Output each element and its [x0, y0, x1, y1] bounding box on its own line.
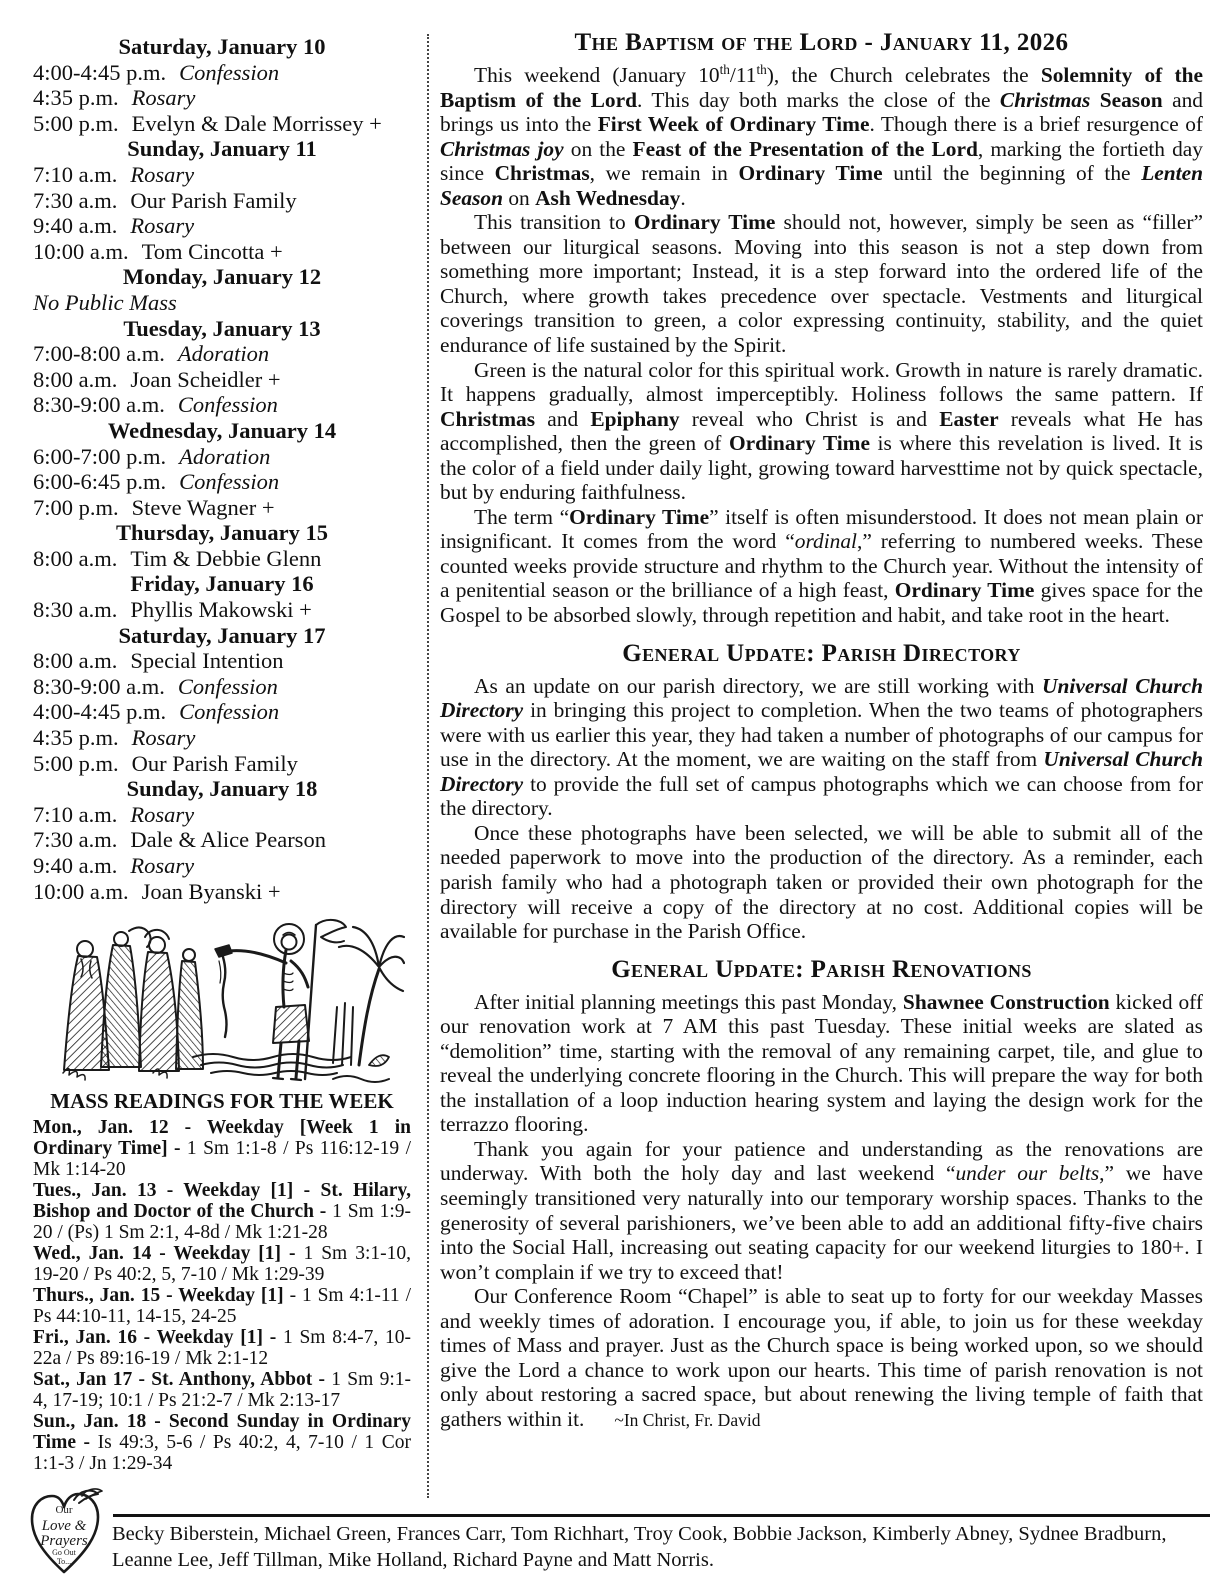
text-run: and: [535, 406, 591, 431]
schedule-entry: [33, 597, 411, 623]
reading-citations: 1 Sm 1:1-8 / Ps 116:12-19 / Mk 1:14-20: [33, 1138, 411, 1181]
schedule-entry: [33, 341, 411, 367]
schedule-description: Adoration: [179, 443, 271, 469]
schedule-description: Our Parish Family: [131, 750, 298, 776]
text-run: Ash Wednesday: [535, 185, 681, 210]
schedule-description: Adoration: [177, 341, 270, 367]
schedule-time: 10:00 a.m.: [33, 878, 129, 904]
text-run: The term “: [474, 504, 570, 529]
schedule-time: 7:00 p.m.: [33, 494, 119, 520]
text-run: is where this revelation is lived. It is the color of a field under daily light, growing toward harvesttime not by quick spectacle, but by enduring faithfulness.: [440, 431, 1203, 505]
text-run: Thank you again for your patience and understanding as the renovations are underway. With both the holy day and last weekend “: [440, 1136, 1203, 1186]
reading-citations: 1 Sm 3:1-10, 19-20 / Ps 40:2, 5, 7-10 / Mk 1:29-39: [33, 1243, 411, 1286]
schedule-description: Tom Cincotta +: [141, 238, 283, 264]
text-run: Feast of the Presentation of the Lord: [632, 136, 978, 161]
text-run: gives space for the Gospel to be absorbed slowly, through repetition and habit, and take root in the heart.: [440, 578, 1203, 628]
schedule-time: 6:00-7:00 p.m.: [33, 443, 167, 469]
left-column: [33, 34, 411, 1474]
schedule-description: Confession: [177, 673, 278, 699]
schedule-entry: [33, 827, 411, 853]
schedule-entry: [33, 60, 411, 86]
reading-citations: 1 Sm 1:9-20 / (Ps) 1 Sm 2:1, 4-8d / Mk 1:21-28: [33, 1201, 411, 1244]
text-run: Season: [1090, 87, 1163, 112]
logo-line-prayers: Prayers: [40, 1533, 88, 1549]
text-run: until the beginning of the: [882, 161, 1142, 186]
text-run: Ordinary Time: [633, 210, 776, 235]
schedule-entry: [33, 367, 411, 393]
schedule-entry: [33, 469, 411, 495]
schedule-time: 4:00-4:45 p.m.: [33, 699, 167, 725]
text-run: Ordinary Time: [738, 161, 883, 186]
text-run: , we remain in: [589, 161, 739, 186]
text-run: , marking the fortieth day since: [440, 136, 1203, 186]
schedule-time: 8:30-9:00 a.m.: [33, 392, 165, 418]
text-run: . This day both marks the close of the: [637, 87, 1000, 112]
schedule-description: Confession: [179, 469, 280, 495]
schedule-entry: [33, 802, 411, 828]
text-run: ” itself is often misunderstood. It does not mean plain or insignificant. It comes from the word “: [440, 504, 1203, 554]
schedule-description: Rosary: [130, 161, 195, 187]
schedule-entry: [33, 188, 411, 214]
baptism-of-the-lord-illustration: [33, 915, 405, 1085]
logo-line-our: Our: [55, 1504, 73, 1516]
schedule-day-heading: Tuesday, January 13: [123, 315, 321, 341]
schedule-time: 4:00-4:45 p.m.: [33, 59, 167, 85]
text-run: th: [719, 61, 730, 77]
logo-line-love: Love &: [41, 1518, 87, 1534]
reading-day-label: Fri., Jan. 16 - Weekday [1] -: [33, 1327, 283, 1349]
article-paragraph: [440, 210, 1203, 357]
schedule-entry: [33, 853, 411, 879]
schedule-time: 4:35 p.m.: [33, 85, 119, 111]
reading-citations: 1 Sm 9:1-4, 17-19; 10:1 / Ps 21:2-7 / Mk 2:13-17: [33, 1369, 411, 1412]
schedule-description: Confession: [179, 59, 280, 85]
reading-day-label: Mon., Jan. 12 - Weekday [Week 1 in Ordinary Time] -: [33, 1117, 411, 1160]
text-run: Our Conference Room “Chapel” is able to seat up to forty for our weekday Masses and weekly times of adoration. I encourage you, if able, to join us for these weekday times of Mass and prayer. Just as the Church space is being worked upon, so we should give the Lord a chance to work upon our hearts. This time of parish renovation is not only about restoring a sacred space, but about renewing the living temple of faith that gathers within it.: [440, 1284, 1203, 1431]
footer-divider: [113, 1514, 1210, 1517]
mass-readings-list: [33, 1117, 411, 1474]
text-run: Christmas: [999, 87, 1091, 112]
schedule-day-heading: Wednesday, January 14: [107, 417, 337, 443]
schedule-description: Joan Scheidler +: [130, 366, 281, 392]
schedule-entry: [33, 879, 411, 905]
schedule-description: Rosary: [131, 85, 196, 111]
article-paragraph: [440, 505, 1203, 628]
article-parish-renovations: [440, 955, 1203, 1433]
schedule-day-heading: Saturday, January 10: [118, 34, 326, 59]
text-run: ordinal: [794, 529, 857, 554]
schedule-description: Rosary: [130, 801, 195, 827]
text-run: on: [503, 185, 536, 210]
text-run: Universal Church Directory: [440, 747, 1203, 796]
right-column: [440, 28, 1203, 1432]
article-paragraph: [440, 1284, 1203, 1432]
text-run: Easter: [939, 406, 999, 431]
text-run: in bringing this project to completion. When the two teams of photographers were with us earlier this year, they had taken a number of photographs of our campus for use in the directory. At the moment, we are waiting on the staff from: [440, 698, 1203, 772]
reading-item: [33, 1369, 411, 1411]
schedule-entry: [33, 648, 411, 674]
prayer-names: Becky Biberstein, Michael Green, Frances Carr, Tom Richhart, Troy Cook, Bobbie Jackson, Kimberly Abney, Sydnee Bradburn, Leanne Lee, Jeff Tillman, Mike Holland, Richard Payne and Matt Norris.: [112, 1523, 1167, 1571]
schedule-description: Steve Wagner +: [131, 494, 275, 520]
love-and-prayers-logo: [26, 1488, 104, 1578]
schedule-day-heading: Saturday, January 17: [118, 622, 326, 648]
mass-readings: [33, 1089, 411, 1474]
text-run: on the: [563, 136, 633, 161]
schedule-time: 8:30 a.m.: [33, 597, 118, 623]
schedule-description: Rosary: [130, 213, 195, 239]
column-divider: [427, 34, 429, 1498]
text-run: Ordinary Time: [894, 578, 1035, 603]
schedule-entry: [33, 751, 411, 777]
text-run: .: [680, 185, 686, 210]
text-run: Christmas joy: [440, 136, 564, 161]
text-run: th: [756, 61, 767, 77]
reading-item: [33, 1117, 411, 1180]
schedule-time: 8:00 a.m.: [33, 648, 118, 674]
text-run: This weekend (January 10: [474, 63, 720, 87]
text-run: As an update on our parish directory, we are still working with: [474, 673, 1043, 698]
text-run: Universal Church Directory: [440, 673, 1203, 723]
reading-item: [33, 1243, 411, 1285]
text-run: reveal who Christ is and: [679, 406, 940, 431]
schedule-description: Phyllis Makowski +: [130, 597, 312, 623]
text-run: Once these photographs have been selected, we will be able to submit all of the needed paperwork to move into the production of the directory. As a reminder, each parish family who had a photograph taken or provided their own photograph for the directory will receive a copy of the directory at no cost. Additional copies will be available for purchase in the Parish Office.: [440, 820, 1203, 944]
schedule-day-heading: Monday, January 12: [122, 264, 322, 290]
text-run: Lenten Season: [440, 161, 1203, 210]
text-run: to provide the full set of campus photographs which we can choose from for the directory.: [440, 771, 1203, 821]
text-run: Christmas: [440, 406, 536, 431]
reading-citations: - 1 Sm 4:1-11 / Ps 44:10-11, 14-15, 24-25: [33, 1285, 411, 1328]
reading-citations: Is 49:3, 5-6 / Ps 40:2, 4, 7-10 / 1 Cor 1:1-3 / Jn 1:29-34: [33, 1432, 411, 1475]
article-paragraph: [440, 1137, 1203, 1284]
reading-day-label: Sat., Jan 17 - St. Anthony, Abbot -: [33, 1369, 332, 1391]
schedule-entry: [33, 213, 411, 239]
schedule-description: Confession: [179, 699, 280, 725]
text-run: Christmas: [494, 161, 590, 186]
schedule-day-heading: Sunday, January 18: [126, 776, 318, 802]
schedule-entry: [33, 674, 411, 700]
text-run: under our belts: [955, 1161, 1100, 1186]
schedule-day-heading: Thursday, January 15: [116, 520, 328, 546]
reading-item: [33, 1411, 411, 1474]
schedule-description: Rosary: [130, 853, 195, 878]
schedule-time: 6:00-6:45 p.m.: [33, 469, 167, 495]
schedule-description: Dale & Alice Pearson: [130, 827, 326, 853]
text-run: Shawnee Construction: [902, 989, 1110, 1014]
text-run: Ordinary Time: [728, 431, 870, 456]
article-title: General Update: Parish Directory: [622, 639, 1021, 667]
article-paragraph: [440, 674, 1203, 821]
text-run: Green is the natural color for this spiritual work. Growth in nature is rarely dramatic. It happens gradually, almost imperceptibly. Holiness follows the same pattern. If: [440, 357, 1203, 407]
schedule-time: 7:10 a.m.: [33, 801, 118, 827]
text-run: This transition to: [474, 210, 634, 235]
schedule-description: Joan Byanski +: [141, 878, 281, 904]
reading-item: [33, 1180, 411, 1243]
schedule-entry: [33, 444, 411, 470]
schedule-entry: [33, 162, 411, 188]
text-run: and brings us into the: [440, 87, 1203, 137]
schedule-entry: [33, 85, 411, 111]
schedule-note: No Public Mass: [33, 289, 177, 315]
schedule-time: 9:40 a.m.: [33, 853, 118, 878]
text-run: ), the Church celebrates the: [766, 63, 1041, 87]
reading-day-label: Wed., Jan. 14 - Weekday [1] -: [33, 1243, 304, 1265]
text-run: Solemnity of the Baptism of the Lord: [440, 63, 1203, 112]
schedule-entry: [33, 392, 411, 418]
schedule-entry: [33, 495, 411, 521]
schedule-time: 8:00 a.m.: [33, 545, 118, 571]
text-run: . Though there is a brief resurgence of: [869, 112, 1204, 137]
schedule-entry: [33, 546, 411, 572]
text-run: ,” we have seemingly transitioned very naturally into our temporary worship spaces. Thanks to the generosity of several parishioners, we’ve been able to add an additional fifty-five chairs into the Social Hall, increasing out seating capacity for our weekend liturgies to 180+. I won’t complain if we try to exceed that!: [440, 1161, 1203, 1284]
article-paragraph: [440, 358, 1203, 505]
schedule-description: Our Parish Family: [130, 187, 297, 213]
mass-schedule: [33, 34, 411, 904]
schedule-description: Confession: [177, 392, 278, 418]
text-run: /11: [729, 63, 757, 87]
logo-line-go-out: Go Out: [52, 1548, 76, 1557]
text-run: kicked off our renovation work at 7 AM this past Tuesday. These initial weeks are slated as “demolition” time, starting with the removal of any remaining carpet, tile, and glue to reveal the underlying concrete flooring in the Church. This will prepare the way for both the installation of a loop induction hearing system and laying the design work for the terrazzo flooring.: [440, 989, 1203, 1137]
mass-readings-heading: MASS READINGS FOR THE WEEK: [50, 1089, 394, 1114]
schedule-description: Special Intention: [130, 648, 284, 674]
text-run: After initial planning meetings this past Monday,: [474, 989, 903, 1014]
schedule-time: 10:00 a.m.: [33, 238, 129, 264]
schedule-time: 9:40 a.m.: [33, 213, 118, 239]
text-run: should not, however, simply be seen as “filler” between our liturgical seasons. Moving into this season is not a step down from something more important; Instead, it is a step forward into the ordered life of the Church, where growth takes precedence over spectacle. Vestments and liturgical coverings transition to green, a color expressing continuity, stability, and the quiet endurance of life sustained by the Spirit.: [440, 210, 1204, 358]
article-paragraph: [440, 821, 1203, 944]
schedule-time: 5:00 p.m.: [33, 110, 119, 136]
article-paragraph: [440, 63, 1203, 210]
text-run: reveals what He has accomplished, then the green of: [440, 406, 1203, 456]
text-run: ,” referring to numbered weeks. These counted weeks provide structure and rhythm to the Church year. Without the intensity of a penitential season or the brilliance of a high feast,: [440, 529, 1204, 603]
text-run: Ordinary Time: [569, 504, 710, 529]
schedule-time: 7:10 a.m.: [33, 161, 118, 187]
reading-day-label: Tues., Jan. 13 - Weekday [1] - St. Hilary, Bishop and Doctor of the Church -: [33, 1180, 411, 1223]
schedule-description: Tim & Debbie Glenn: [130, 545, 322, 571]
reading-day-label: Sun., Jan. 18 - Second Sunday in Ordinary Time -: [33, 1411, 411, 1454]
schedule-entry: [33, 725, 411, 751]
schedule-day-heading: Friday, January 16: [130, 571, 314, 597]
reading-item: [33, 1285, 411, 1327]
reading-item: [33, 1327, 411, 1369]
article-title: General Update: Parish Renovations: [611, 955, 1032, 983]
schedule-day-heading: Sunday, January 11: [127, 136, 317, 162]
text-run: Epiphany: [590, 406, 680, 431]
article-paragraph: [440, 990, 1203, 1137]
schedule-time: 8:00 a.m.: [33, 366, 118, 392]
reading-day-label: Thurs., Jan. 15 - Weekday [1]: [33, 1285, 290, 1307]
schedule-time: 5:00 p.m.: [33, 750, 119, 776]
schedule-description: Rosary: [131, 725, 196, 751]
article-parish-directory: [440, 639, 1203, 944]
text-run: First Week of Ordinary Time: [597, 112, 870, 137]
schedule-time: 7:30 a.m.: [33, 827, 118, 853]
schedule-time: 7:00-8:00 a.m.: [33, 341, 165, 367]
schedule-time: 8:30-9:00 a.m.: [33, 673, 165, 699]
schedule-entry: [33, 239, 411, 265]
article-title: The Baptism of the Lord - January 11, 2026: [574, 29, 1069, 56]
schedule-time: 4:35 p.m.: [33, 725, 119, 751]
schedule-description: Evelyn & Dale Morrissey +: [131, 110, 382, 136]
signature: ~In Christ, Fr. David: [614, 1409, 761, 1430]
schedule-entry: [33, 111, 411, 137]
schedule-entry: [33, 699, 411, 725]
article-baptism-of-the-lord: [440, 28, 1203, 628]
reading-citations: 1 Sm 8:4-7, 10-22a / Ps 89:16-19 / Mk 2:1-12: [33, 1327, 411, 1370]
schedule-time: 7:30 a.m.: [33, 187, 118, 213]
logo-line-to: To...: [56, 1557, 72, 1566]
footer: [0, 1488, 1224, 1584]
